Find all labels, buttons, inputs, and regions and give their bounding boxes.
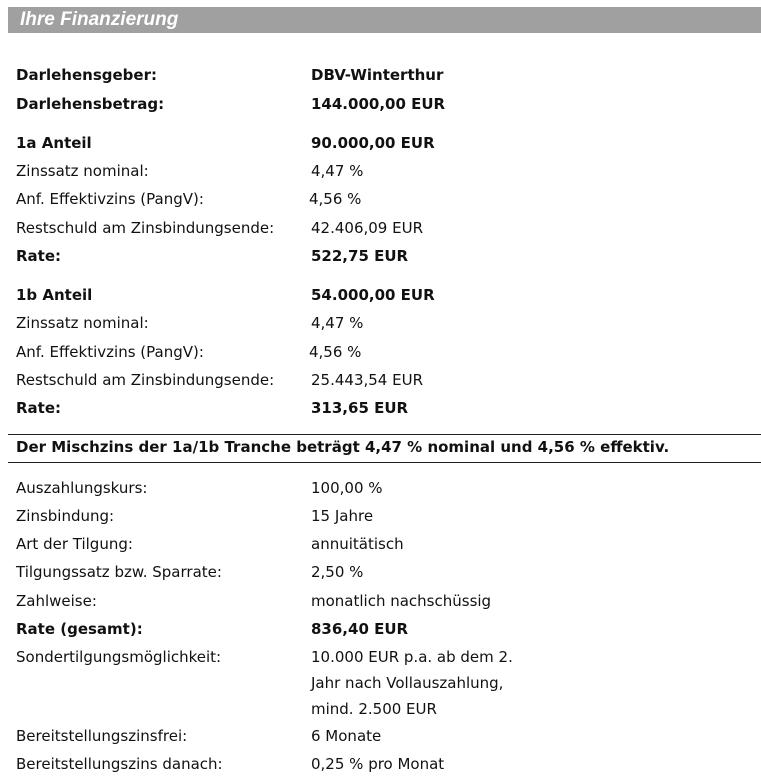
fixed-term-value: 15 Jahre (311, 507, 374, 525)
special-repayment-line-3: mind. 2.500 EUR (311, 700, 437, 718)
special-repayment-line-2: Jahr nach Vollauszahlung, (311, 674, 504, 692)
tranche-b-effective-label: Anf. Effektivzins (PangV): (16, 343, 204, 361)
loan-amount-label: Darlehensbetrag: (16, 95, 165, 113)
fixed-term-label: Zinsbindung: (16, 507, 115, 525)
loan-amount-value: 144.000,00 EUR (311, 95, 446, 113)
commitment-fee-value: 0,25 % pro Monat (311, 755, 445, 773)
special-repayment-value (311, 644, 513, 722)
lender-value: DBV-Winterthur (311, 66, 444, 84)
commitment-fee-label: Bereitstellungszins danach: (16, 755, 223, 773)
repayment-type-value: annuitätisch (311, 535, 404, 553)
repayment-type-label: Art der Tilgung: (16, 535, 133, 553)
total-rate-label: Rate (gesamt): (16, 620, 143, 638)
section-title-bar (8, 7, 761, 33)
tranche-a-residual-label: Restschuld am Zinsbindungsende: (16, 219, 275, 237)
tranche-b-effective-value: 4,56 % (309, 343, 362, 361)
special-repayment-label: Sondertilgungsmöglichkeit: (16, 648, 222, 666)
tranche-b-residual-label: Restschuld am Zinsbindungsende: (16, 371, 275, 389)
total-rate-value: 836,40 EUR (311, 620, 409, 638)
tranche-a-nominal-value: 4,47 % (311, 162, 364, 180)
tranche-a-nominal-label: Zinssatz nominal: (16, 162, 149, 180)
tranche-a-installment-value: 522,75 EUR (311, 247, 409, 265)
tranche-b-installment-label: Rate: (16, 399, 62, 417)
commitment-free-label: Bereitstellungszinsfrei: (16, 727, 188, 745)
repayment-rate-value: 2,50 % (311, 563, 364, 581)
section-title: Ihre Finanzierung (20, 9, 179, 30)
divider-bottom (8, 462, 761, 463)
tranche-a-label: 1a Anteil (16, 134, 92, 152)
special-repayment-line-1: 10.000 EUR p.a. ab dem 2. (311, 648, 513, 666)
payment-mode-value: monatlich nachschüssig (311, 592, 492, 610)
tranche-b-label: 1b Anteil (16, 286, 93, 304)
tranche-a-installment-label: Rate: (16, 247, 62, 265)
tranche-a-effective-value: 4,56 % (309, 190, 362, 208)
tranche-b-residual-value: 25.443,54 EUR (311, 371, 423, 389)
tranche-a-amount: 90.000,00 EUR (311, 134, 435, 152)
payment-mode-label: Zahlweise: (16, 592, 97, 610)
divider-top (8, 434, 761, 435)
tranche-a-effective-label: Anf. Effektivzins (PangV): (16, 190, 204, 208)
tranche-b-amount: 54.000,00 EUR (311, 286, 435, 304)
tranche-b-nominal-label: Zinssatz nominal: (16, 314, 149, 332)
payout-label: Auszahlungskurs: (16, 479, 148, 497)
payout-value: 100,00 % (311, 479, 383, 497)
repayment-rate-label: Tilgungssatz bzw. Sparrate: (16, 563, 222, 581)
tranche-b-installment-value: 313,65 EUR (311, 399, 409, 417)
mixed-rate-note: Der Mischzins der 1a/1b Tranche beträgt 4,47 % nominal und 4,56 % effektiv. (16, 438, 670, 456)
lender-label: Darlehensgeber: (16, 66, 157, 84)
tranche-a-residual-value: 42.406,09 EUR (311, 219, 423, 237)
commitment-free-value: 6 Monate (311, 727, 382, 745)
tranche-b-nominal-value: 4,47 % (311, 314, 364, 332)
